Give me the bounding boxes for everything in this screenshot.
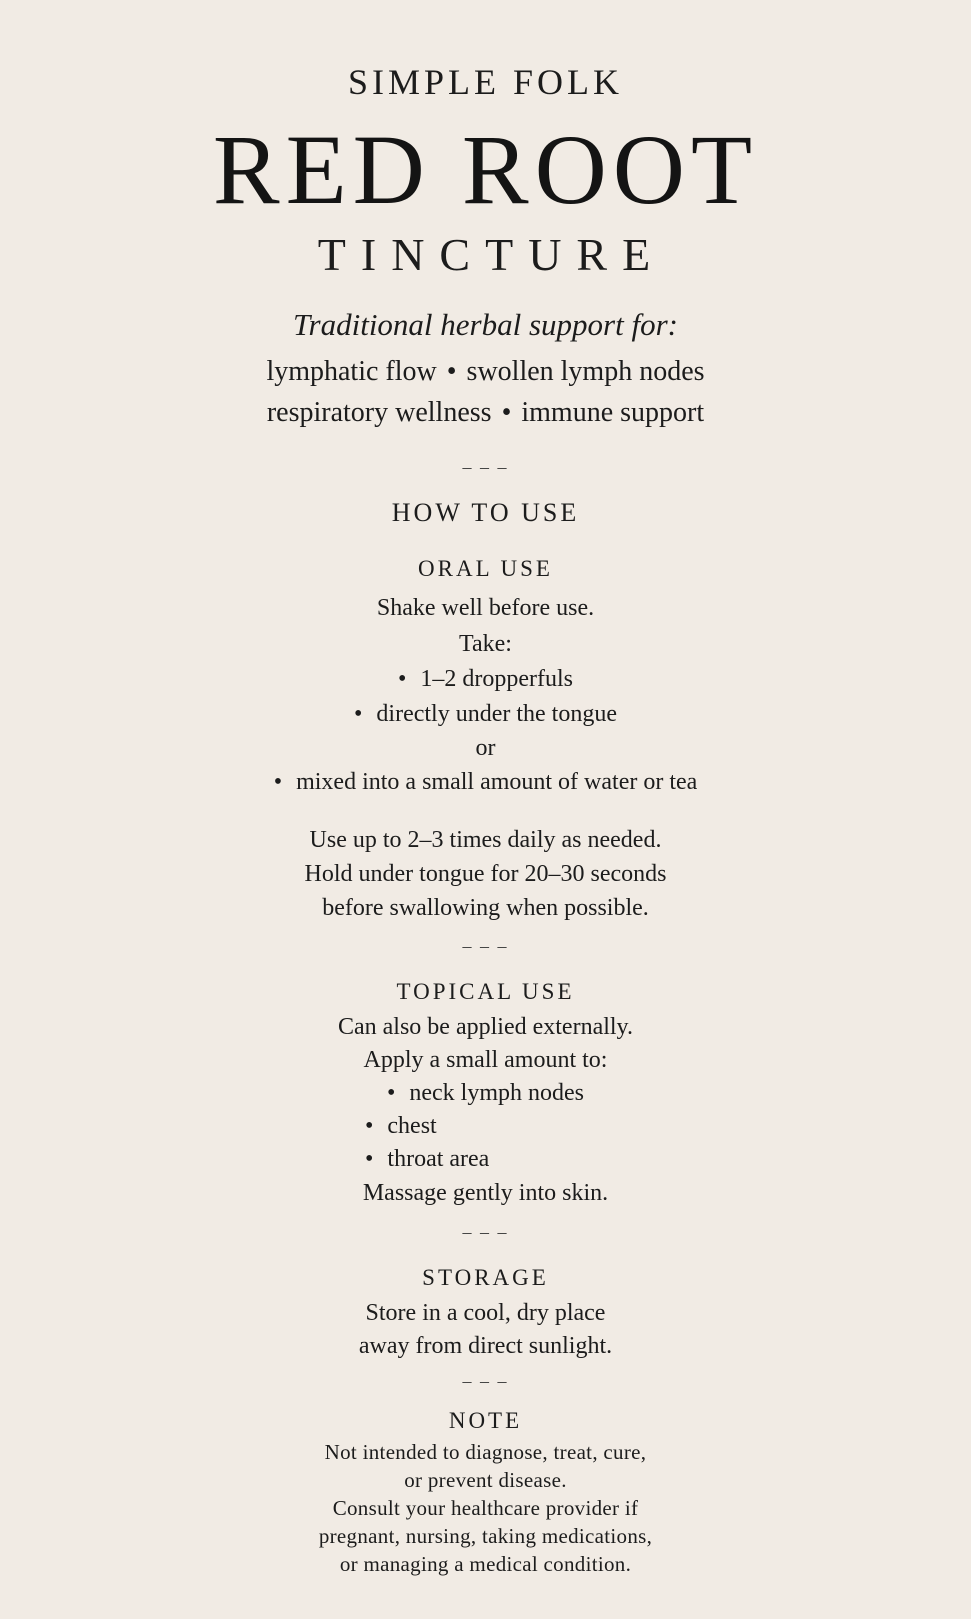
note-line-1: Not intended to diagnose, treat, cure, [324,1440,647,1464]
benefit-lymphatic-flow: lymphatic flow [266,356,437,387]
oral-or: or [475,735,496,761]
bullet-icon: • [273,769,283,795]
benefit-separator: • [501,397,512,428]
section-divider: – – – [462,457,509,477]
topical-outro: Massage gently into skin. [362,1180,609,1206]
oral-list-item [0,667,971,691]
oral-frequency: Use up to 2–3 times daily as needed. [309,827,662,853]
oral-item-mixed: mixed into a small amount of water or tea [296,769,698,795]
section-divider: – – – [462,936,509,956]
topical-apply: Apply a small amount to: [363,1047,608,1073]
topical-item-chest: chest [387,1113,437,1139]
benefit-separator: • [446,356,457,387]
oral-list-item [0,770,971,794]
oral-hold-instruction: Hold under tongue for 20–30 seconds [304,861,667,887]
storage-line-2: away from direct sunlight. [358,1333,613,1359]
how-to-use-heading: HOW TO USE [391,498,580,527]
benefits-line-2 [0,399,971,427]
brand-name: SIMPLE FOLK [347,62,624,102]
oral-swallow-instruction: before swallowing when possible. [322,895,649,921]
oral-item-dose: 1–2 dropperfuls [420,666,574,692]
note-heading: NOTE [448,1408,523,1433]
note-line-2: or prevent disease. [404,1468,567,1492]
section-divider: – – – [462,1222,509,1242]
product-subtitle: TINCTURE [317,229,666,280]
bullet-icon: • [397,666,407,692]
topical-list-item [365,1114,437,1138]
bullet-icon: • [365,1146,374,1172]
benefits-line-1 [0,358,971,386]
topical-list-item [365,1147,489,1171]
benefit-swollen-lymph-nodes: swollen lymph nodes [466,356,705,387]
storage-line-1: Store in a cool, dry place [365,1300,606,1326]
oral-intro: Shake well before use. [376,595,595,621]
bullet-icon: • [354,701,363,727]
tagline: Traditional herbal support for: [293,307,678,342]
benefit-respiratory-wellness: respiratory wellness [266,397,492,428]
note-line-3: Consult your healthcare provider if [332,1496,639,1520]
oral-list-item [0,702,971,726]
topical-use-heading: TOPICAL USE [396,979,575,1004]
oral-take: Take: [459,631,512,657]
section-divider: – – – [462,1371,509,1391]
oral-item-under-tongue: directly under the tongue [376,701,617,727]
topical-intro: Can also be applied externally. [337,1014,633,1040]
product-title: RED ROOT [212,114,759,225]
benefit-immune-support: immune support [521,397,705,428]
bullet-icon: • [365,1113,374,1139]
oral-use-heading: ORAL USE [418,556,553,581]
bullet-icon: • [386,1080,396,1106]
topical-list-item [0,1081,971,1105]
storage-heading: STORAGE [422,1265,549,1290]
note-line-4: pregnant, nursing, taking medications, [318,1524,653,1548]
note-line-5: or managing a medical condition. [339,1552,632,1576]
topical-item-throat: throat area [387,1146,490,1172]
topical-item-neck: neck lymph nodes [409,1080,585,1106]
